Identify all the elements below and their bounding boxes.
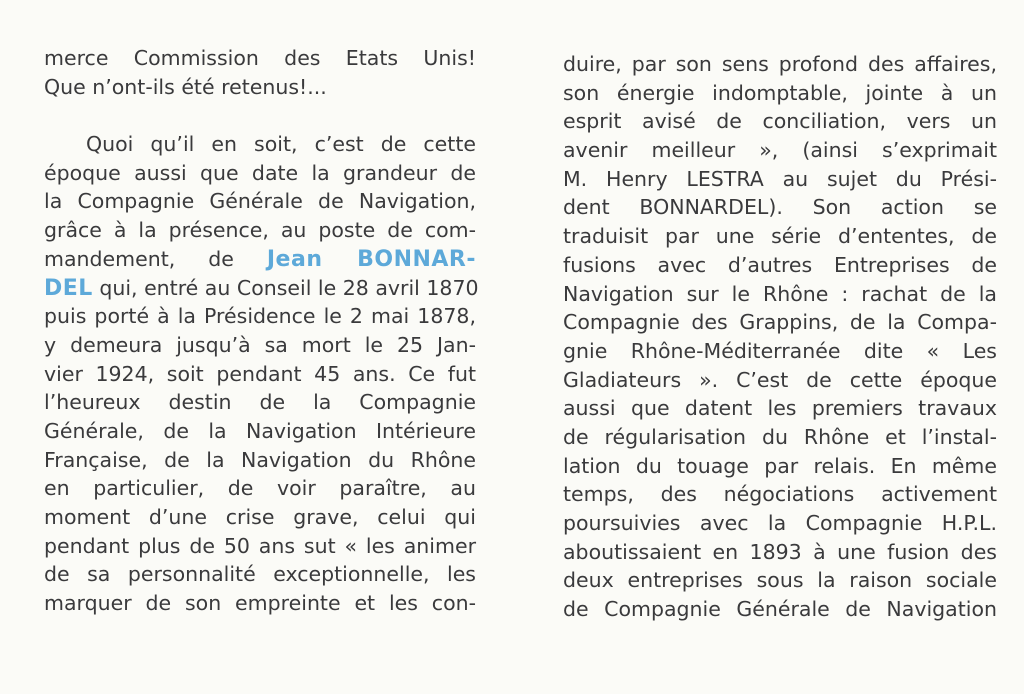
highlighted-name-part1: Jean BONNAR-: [266, 246, 477, 272]
text-line: aussi que datent les premiers travaux: [563, 396, 997, 421]
text-line: grâce à la présence, au poste de com-: [44, 218, 476, 243]
text-line: de régularisation du Rhône et l’instal-: [563, 424, 997, 449]
text-line: moment d’une crise grave, celui qui: [44, 505, 476, 529]
text-fragment: qui, entré au Conseil le 28 avril 1870: [92, 275, 479, 300]
text-line: merce Commission des Etats Unis!: [44, 46, 476, 70]
left-column: [44, 44, 479, 618]
text-line: de sa personnalité exceptionnelle, les: [44, 562, 476, 587]
text-fragment: mandement, de: [44, 246, 267, 271]
text-line: l’heureux destin de la Compagnie: [44, 390, 476, 415]
text-line: Navigation sur le Rhône : rachat de la: [563, 281, 997, 306]
text-line: époque aussi que date la grandeur de: [44, 160, 476, 185]
text-line: puis porté à la Présidence le 2 mai 1878,: [44, 304, 476, 329]
text-line: marquer de son empreinte et les con-: [44, 591, 476, 616]
text-line: Quoi qu’il en soit, c’est de cette: [86, 132, 476, 157]
text-line: y demeura jusqu’à sa mort le 25 Jan-: [44, 332, 476, 357]
text-line: son énergie indomptable, jointe à un: [563, 80, 997, 105]
text-line: duire, par son sens profond des affaires,: [563, 52, 997, 76]
text-line: en particulier, de voir paraître, au: [44, 476, 476, 501]
text-line: dent BONNARDEL). Son action se: [563, 195, 997, 220]
text-line: poursuivies avec la Compagnie H.P.L.: [563, 511, 997, 535]
text-line: deux entreprises sous la raison sociale: [563, 568, 997, 593]
text-line: fusions avec d’autres Entreprises de: [563, 252, 997, 277]
text-line: Que n’ont-ils été retenus!...: [44, 74, 327, 99]
paragraph-gap: [44, 101, 476, 130]
text-line: avenir meilleur », (ainsi s’exprimait: [563, 138, 997, 163]
text-line: aboutissaient en 1893 à une fusion des: [563, 539, 997, 564]
text-line: traduisit par une série d’ententes, de: [563, 224, 997, 249]
text-line: la Compagnie Générale de Navigation,: [44, 189, 476, 214]
text-line: de Compagnie Générale de Navigation: [563, 597, 997, 622]
text-line: Française, de la Navigation du Rhône: [44, 447, 476, 472]
text-line: gnie Rhône-Méditerranée dite « Les: [563, 338, 997, 363]
text-line: vier 1924, soit pendant 45 ans. Ce fut: [44, 361, 476, 386]
text-line: Gladiateurs ». C’est de cette époque: [563, 367, 997, 392]
text-line-with-name: [44, 245, 476, 274]
text-line: M. Henry LESTRA au sujet du Prési-: [563, 166, 997, 191]
text-line: pendant plus de 50 ans sut « les animer: [44, 533, 476, 558]
text-line: temps, des négociations activement: [563, 482, 997, 507]
right-column: [563, 50, 997, 624]
highlighted-name-part2: DEL: [44, 275, 93, 301]
text-line: lation du touage par relais. En même: [563, 453, 997, 478]
text-line: Générale, de la Navigation Intérieure: [44, 418, 476, 443]
text-line: Compagnie des Grappins, de la Compa-: [563, 310, 997, 335]
text-line-with-name: [44, 274, 479, 303]
text-line: esprit avisé de conciliation, vers un: [563, 109, 997, 134]
